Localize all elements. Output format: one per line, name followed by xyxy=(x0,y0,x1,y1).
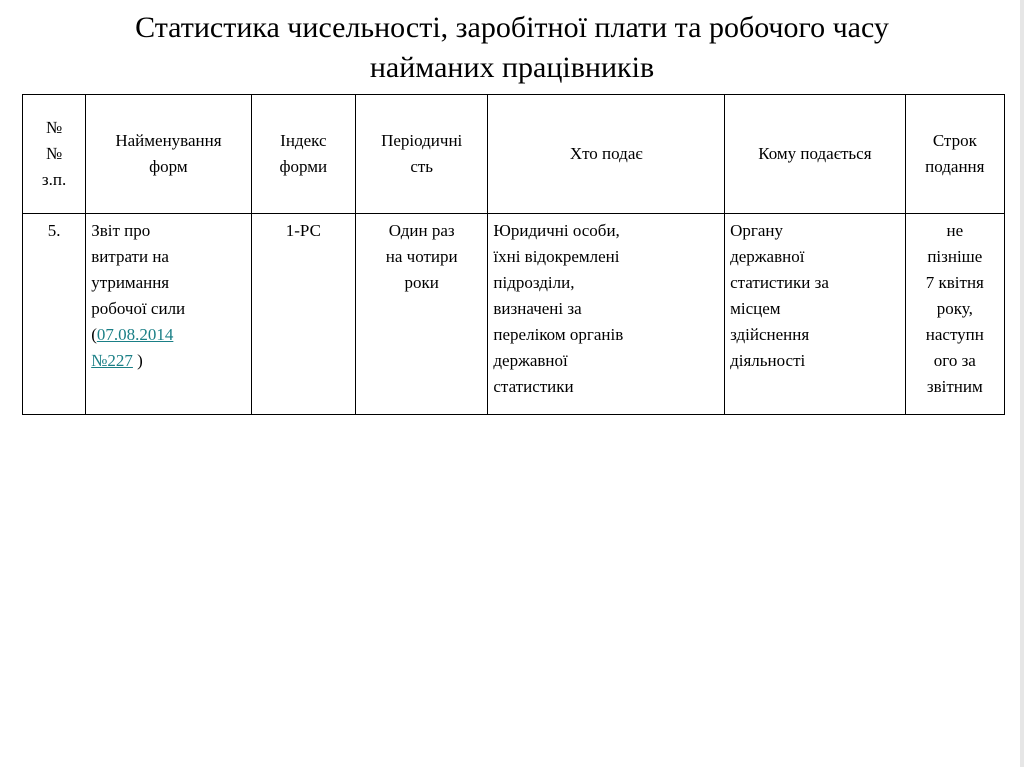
form-name-link-line xyxy=(91,322,246,348)
cell-periodicity xyxy=(356,214,488,415)
to-whom-line: державної xyxy=(730,247,805,266)
header-number-line: № xyxy=(45,144,63,163)
deadline-line: 7 квітня xyxy=(925,273,984,292)
title-line-2: найманих працівників xyxy=(369,51,655,84)
header-to-whom xyxy=(725,95,906,214)
deadline-line: наступн xyxy=(925,325,984,344)
form-name-line: витрати на xyxy=(91,247,169,266)
to-whom-line: статистики за xyxy=(730,273,829,292)
form-name-line: робочої сили xyxy=(91,299,186,318)
page-title xyxy=(0,8,1024,88)
periodicity-line: роки xyxy=(404,273,439,292)
deadline-line: року, xyxy=(936,299,973,318)
header-deadline-line: Строк xyxy=(932,131,977,150)
table-row xyxy=(23,214,1005,415)
header-form-index-line: Індекс xyxy=(280,131,327,150)
form-name-line: утримання xyxy=(91,273,170,292)
deadline-line: ого за xyxy=(933,351,976,370)
cell-to-whom xyxy=(725,214,906,415)
to-whom-line: діяльності xyxy=(730,351,806,370)
cell-deadline xyxy=(905,214,1004,415)
header-periodicity xyxy=(356,95,488,214)
deadline-line: не xyxy=(946,221,964,240)
form-name-line: Звіт про xyxy=(91,221,151,240)
header-form-name-line: форм xyxy=(149,157,188,176)
who-submits-line: статистики xyxy=(493,377,574,396)
header-who-submits xyxy=(488,95,725,214)
header-form-index-line: форми xyxy=(279,157,328,176)
header-number-line: з.п. xyxy=(41,170,67,189)
deadline-line: пізніше xyxy=(927,247,983,266)
form-name-link-line xyxy=(91,348,246,374)
who-submits-line: Юридичні особи, xyxy=(493,221,620,240)
header-form-index xyxy=(251,95,355,214)
who-submits-line: їхні відокремлені xyxy=(493,247,620,266)
who-submits-line: підрозділи, xyxy=(493,273,575,292)
cell-number: 5. xyxy=(23,214,86,415)
table-header-row xyxy=(23,95,1005,214)
close-paren: ) xyxy=(132,351,143,370)
who-submits-line: переліком органів xyxy=(493,325,624,344)
forms-table xyxy=(22,94,1005,415)
periodicity-line: Один раз xyxy=(388,221,455,240)
to-whom-line: здійснення xyxy=(730,325,810,344)
cell-who-submits xyxy=(488,214,725,415)
who-submits-line: визначені за xyxy=(493,299,582,318)
deadline-line: звітним xyxy=(926,377,983,396)
open-paren: ( xyxy=(91,325,97,344)
header-periodicity-line: Періодичні xyxy=(381,131,463,150)
header-number xyxy=(23,95,86,214)
to-whom-line: місцем xyxy=(730,299,781,318)
to-whom-line: Органу xyxy=(730,221,784,240)
header-deadline xyxy=(905,95,1004,214)
cell-form-index: 1-РС xyxy=(251,214,355,415)
title-line-1: Статистика чисельності, заробітної плати та робочого часу xyxy=(135,11,889,44)
cell-form-name xyxy=(86,214,252,415)
header-periodicity-line: сть xyxy=(410,157,434,176)
header-form-name-line: Найменування xyxy=(115,131,222,150)
header-number-line: № xyxy=(45,118,63,137)
header-deadline-line: подання xyxy=(925,157,985,176)
regulation-number-link[interactable]: №227 xyxy=(91,351,133,370)
regulation-date-link[interactable]: 07.08.2014 xyxy=(96,325,174,344)
who-submits-line: державної xyxy=(493,351,568,370)
header-to-whom-line: Кому подається xyxy=(758,144,872,163)
header-form-name xyxy=(86,95,252,214)
slide-edge xyxy=(1020,0,1024,767)
periodicity-line: на чотири xyxy=(385,247,458,266)
header-who-submits-line: Хто подає xyxy=(569,144,643,163)
